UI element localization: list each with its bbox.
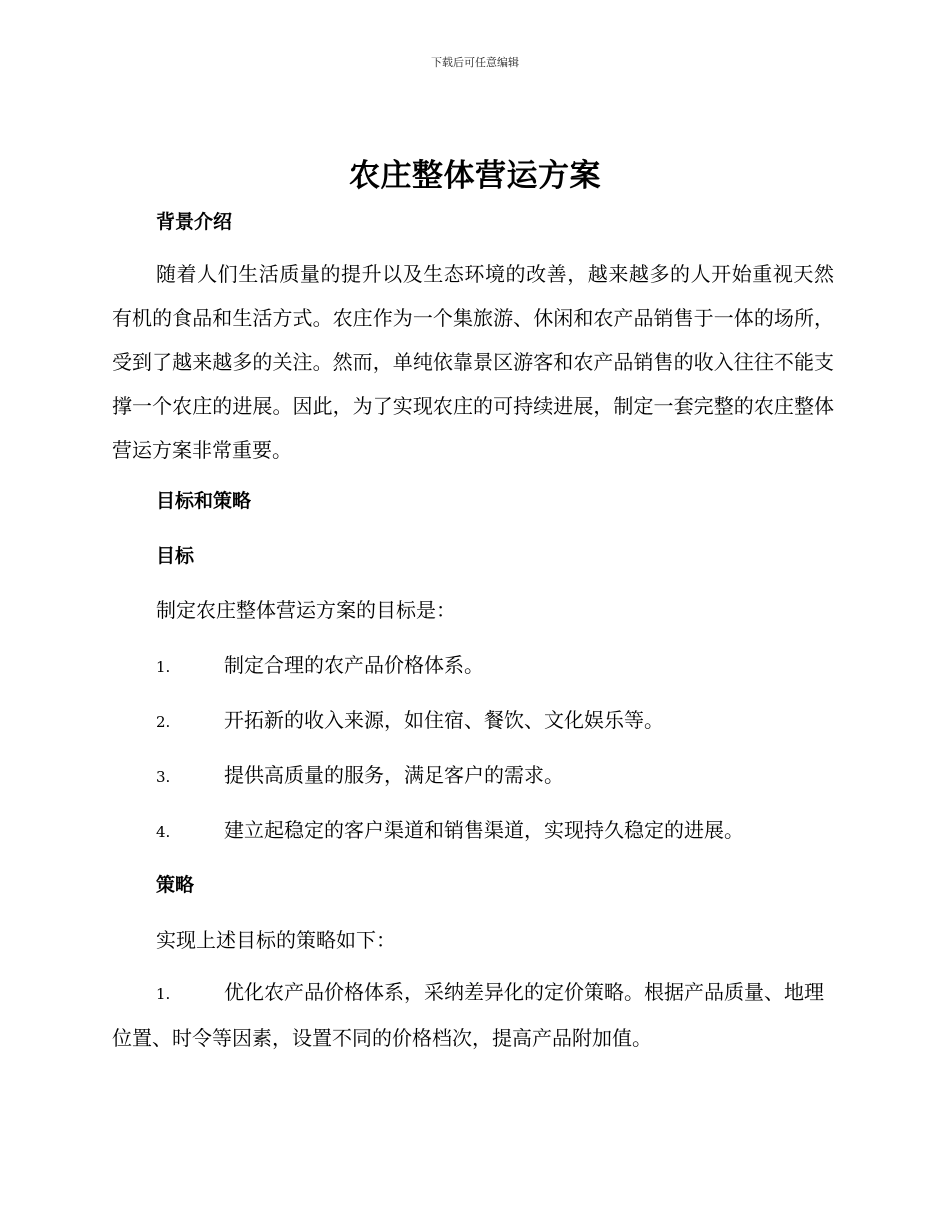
goal-text: 开拓新的收入来源，如住宿、餐饮、文化娱乐等。	[224, 708, 664, 732]
goal-number: 2.	[156, 713, 171, 731]
strategy-heading: 策略	[156, 874, 195, 896]
strategy-item	[112, 970, 834, 1060]
goal-item	[156, 814, 744, 843]
goal-text: 制定合理的农产品价格体系。	[224, 653, 484, 677]
goal-item	[156, 759, 564, 788]
goal-item	[156, 649, 484, 678]
goal-number: 4.	[156, 823, 171, 841]
goal-text: 提供高质量的服务，满足客户的需求。	[224, 763, 564, 787]
document-title: 农庄整体营运方案	[349, 158, 601, 194]
goal-item	[156, 704, 664, 733]
strategy-text: 优化农产品价格体系，采纳差异化的定价策略。根据产品质量、地理位置、时令等因素，设置不同的价格档次，提高产品附加值。	[112, 980, 824, 1050]
goals-intro: 制定农庄整体营运方案的目标是：	[156, 598, 456, 622]
goal-text: 建立起稳定的客户渠道和销售渠道，实现持久稳定的进展。	[224, 818, 744, 842]
strategy-number: 1.	[156, 985, 171, 1003]
header-note: 下载后可任意编辑	[431, 56, 519, 69]
background-heading: 背景介绍	[156, 211, 233, 233]
goal-number: 3.	[156, 768, 171, 786]
strategy-intro: 实现上述目标的策略如下：	[156, 928, 396, 952]
background-paragraph: 随着人们生活质量的提升以及生态环境的改善，越来越多的人开始重视天然有机的食品和生活方式。农庄作为一个集旅游、休闲和农产品销售于一体的场所，受到了越来越多的关注。然而，单纯依靠景区游客和农产品销售的收入往往不能支撑一个农庄的进展。因此，为了实现农庄的可持续进展，制定一套完整的农庄整体营运方案非常重要。	[112, 262, 834, 462]
goals-strategy-heading: 目标和策略	[156, 490, 252, 512]
goals-heading: 目标	[156, 545, 195, 567]
goal-number: 1.	[156, 658, 171, 676]
